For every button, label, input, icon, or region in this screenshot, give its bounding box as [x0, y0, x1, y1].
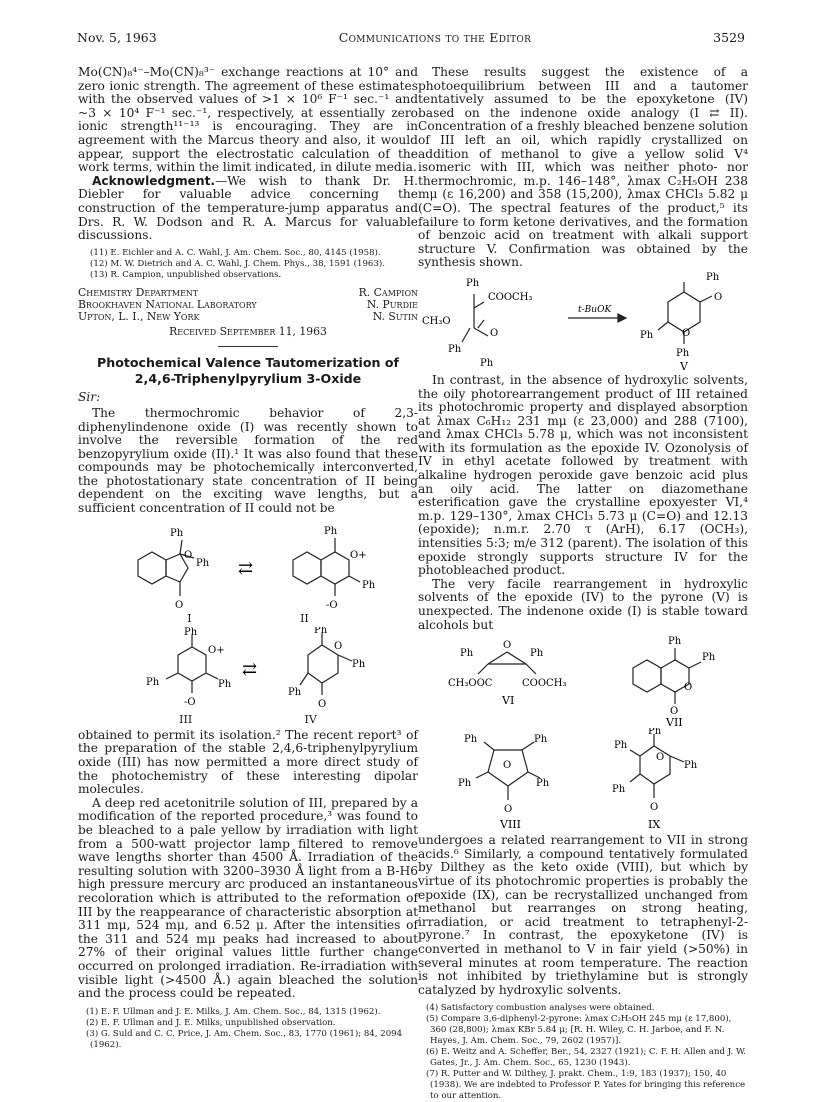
atom-label: O: [682, 327, 691, 339]
substituent-label: Ph: [668, 636, 682, 648]
paragraph-1: The thermochromic behavior of 2,3-diphenylindenone oxide (I) was recently shown to involve the reversible formation of the red benzopyrylium oxide (II).¹ It was also found that these compounds may be photochemically interconverted, the photostationary state concentration of II being dependent on the exciting wave lengths, but a sufficient concentration of II could not be: [78, 405, 418, 516]
synthesis-scheme: [418, 272, 748, 372]
substituent-label: Ph: [464, 734, 478, 746]
references-b: [78, 1007, 418, 1051]
article-title: [78, 355, 418, 387]
substituent-label: Ph: [448, 343, 462, 355]
benzene-ring-ii: [293, 552, 321, 584]
substituent-label: Ph: [314, 627, 328, 637]
paragraph-2: obtained to permit its isolation.² The recent report³ of the preparation of the stable 2,4,6-triphenylpyrylium oxide (III) has now permitted a more direct study of the photochemistry of these interesting dipolar molecules.: [78, 727, 418, 797]
compound-label: VI: [502, 694, 515, 708]
salutation: Sir:: [78, 390, 101, 405]
substituent-label: Ph: [480, 357, 494, 369]
substituent-label: Ph: [466, 277, 480, 289]
compound-label: I: [187, 611, 192, 625]
substituent-label: Ph: [536, 778, 550, 790]
substituent-label: Ph: [460, 648, 474, 660]
ester-label: CH₃OOC: [448, 678, 493, 690]
left-column: [78, 66, 418, 1051]
section-title: Communications to the Editor: [338, 30, 532, 45]
atom-label: -O: [326, 599, 338, 611]
divider: [218, 346, 278, 347]
atom-label: O: [714, 291, 723, 303]
received-date: Received September 11, 1963: [169, 324, 327, 338]
references-right: [418, 1003, 748, 1102]
reference: (6) E. Weitz and A. Scheffer, Ber., 54, 2327 (1921); C. F. H. Allen and J. W. Gates, Jr., J. Am. Chem. Soc., 65, 1230 (1943).: [426, 1047, 747, 1069]
compound-label: V: [680, 359, 688, 372]
paragraph-3: A deep red acetonitrile solution of III, prepared by a modification of the reported procedure,³ was found to be bleached to a pale yellow by irradiation with light from a 500-watt projector lamp filtered to remove wave lengths shorter than 4500 Å. Irradiation of the resulting solution with 3200–3930 Å light from a B-H6 high pressure mercury arc produced an instantaneous recoloration which is attributed to the reformation of III by the reappearance of characteristic absorption at 311 mμ, 524 mμ, and 6.52 μ. After the intensities of the 311 and 524 mμ peaks had increased to about 27% of their original values little further change occurred on prolonged irradiation. Re-irradiation with visible light (>4500 Å.) again bleached the solution and the process could be repeated.: [78, 795, 418, 1001]
substituent-label: Ph: [702, 652, 716, 664]
compound-label: IV: [304, 713, 317, 727]
reference: (4) Satisfactory combustion analyses were obtained.: [426, 1003, 655, 1014]
paragraph-r2: In contrast, in the absence of hydroxylic solvents, the oily photorearrangement product of III retained its photochromic property and displayed absorption at λmax C₆H₁₂ 231 mμ (ε 23,000) and 288 (7100), and λmax CHCl₃ 5.78 μ, which was not inconsistent with its formulation as the epoxide IV. Ozonolysis of IV in ethyl acetate followed by treatment with alkaline hydrogen peroxide gave benzoic acid plus an oily acid. The latter on diazomethane esterification gave the crystalline epoxyester VI,⁴ m.p. 129–130°, λmax CHCl₃ 5.73 μ (C=O) and 12.13 (epoxide); n.m.r. 2.70 τ (ArH), 6.17 (OCH₃), intensities 5:3; m/e 312 (parent). The isolation of this epoxide strongly supports structure IV for the photobleached product.: [418, 372, 748, 578]
atom-label: -O: [184, 697, 196, 709]
substituent-label: Ph: [352, 659, 366, 671]
compound-label: IX: [648, 818, 661, 832]
page-number: 3529: [713, 30, 745, 45]
substituent-label: Ph: [218, 679, 232, 691]
atom-label: O: [504, 804, 513, 816]
compound-label: III: [179, 713, 193, 727]
acknowledgment: [78, 175, 418, 243]
compound-label: VIII: [500, 818, 521, 832]
pyrylium-ring-ii: [321, 552, 349, 584]
reference: (7) R. Putter and W. Dilthey, J. prakt. Chem., 1:9, 183 (1937); 150, 40 (1938). We are indebted to Professor P. Yates for bringing this reference to our attention.: [426, 1069, 746, 1102]
compound-label: II: [300, 611, 309, 625]
references-a: [78, 248, 418, 281]
substituent-label: Ph: [458, 778, 472, 790]
pyrylium-ring-iii: [178, 647, 206, 681]
atom-label: O: [684, 682, 693, 694]
atom-label: O: [503, 760, 512, 772]
substituent-label: Ph: [648, 728, 662, 738]
atom-label: O+: [208, 645, 225, 657]
structures-i-ii: [98, 518, 398, 614]
paragraph-r1: These results suggest the existence of a photoequilibrium between III and a tautomer tentatively assumed to be the epoxyketone (IV) based on the indenone oxide analogy (I ⇄ II). Concentration of a freshly bleached benzene solution of III left an oil, which rapidly crystallized on addition of methanol to give a yellow solid V⁴ isomeric with III, which was neither photo- nor thermochromic, m.p. 146–148°, λmax C₂H₅OH 238 mμ (ε 16,200) and 358 (15,200), λmax CHCl₃ 5.82 μ (C=O). The spectral features of the product,⁵ its failure to form ketone derivatives, and the formation of benzoic acid on treatment with alkali support structure V. Confirmation was obtained by the synthesis shown.: [418, 65, 748, 270]
substituent-label: Ph: [530, 648, 544, 660]
benzene-ring-vii: [633, 660, 661, 692]
author-name: R. Campion: [358, 285, 418, 299]
atom-label: O: [656, 752, 665, 764]
acknowledgment-text: —We wish to thank Dr. H. Diebler for valuable advice concerning the construction of the temperature-jump apparatus and Drs. R. W. Dodson and R. A. Marcus for valuable discussions.: [78, 173, 418, 243]
affiliation: [78, 287, 257, 323]
equilibrium-arrow: ⇄: [242, 659, 258, 681]
benzene-ring-i: [138, 552, 166, 584]
substituent-label: Ph: [362, 579, 376, 591]
ester-label: COOCH₃: [488, 291, 533, 303]
structures-iii-iv: [98, 627, 398, 713]
labels-iii-iv: [123, 713, 373, 727]
title-line-2: 2,4,6-Triphenylpyrylium 3-Oxide: [134, 371, 362, 387]
atom-label: O: [175, 599, 184, 611]
substituent-label: Ph: [170, 527, 184, 539]
substituent-label: Ph: [324, 525, 338, 537]
substituent-label: Ph: [612, 784, 626, 796]
carryover-paragraph: Mo(CN)₈⁴⁻–Mo(CN)₈³⁻ exchange reactions at 10° and zero ionic strength. The agreement of these estimates with the observed values of >1 × 10⁶ F⁻¹ sec.⁻¹ and ~3 × 10⁴ F⁻¹ sec.⁻¹, respectively, at essentially zero ionic strength¹¹⁻¹³ is encouraging. They are in agreement with the Marcus theory and also, it would appear, support the electrostatic calculation of the work terms, within the limit indicated, in dilute media.: [78, 65, 418, 175]
substituent-label: Ph: [184, 627, 198, 639]
right-column: [418, 66, 748, 1102]
labels-i-ii: [133, 612, 363, 626]
substituent-label: Ph: [288, 687, 302, 699]
substituent-label: Ph: [534, 734, 548, 746]
atom-label: O: [318, 699, 327, 711]
substituent-label: Ph: [640, 329, 654, 341]
atom-label: O: [334, 641, 343, 653]
reference: (13) R. Campion, unpublished observations.: [90, 269, 282, 280]
reference: (1) E. F. Ullman and J. E. Milks, J. Am. Chem. Soc., 84, 1315 (1962).: [86, 1006, 381, 1017]
substituent-label: Ph: [196, 557, 210, 569]
equilibrium-arrow: ⇄: [238, 557, 254, 579]
paragraph-r3: The very facile rearrangement in hydroxylic solvents of the epoxide (IV) to the pyrone (V) is unexpected. The indenone oxide (I) is stable toward alcohols but: [418, 576, 748, 632]
structures-viii-ix: [418, 728, 748, 832]
atom-label: O: [490, 327, 499, 339]
issue-date: Nov. 5, 1963: [77, 30, 157, 45]
author-name: N. Purdie: [366, 297, 418, 311]
affiliation-line: Chemistry Department: [78, 285, 199, 299]
ester-label: COOCH₃: [522, 678, 567, 690]
reference: (2) E. F. Ullman and J. E. Milks, unpublished observation.: [86, 1017, 336, 1028]
structures-vi-vii: [418, 634, 748, 726]
reference: (3) G. Suld and C. C. Price, J. Am. Chem. Soc., 83, 1770 (1961); 84, 2094 (1962).: [86, 1028, 403, 1050]
affiliation-block: [78, 287, 418, 323]
atom-label: O: [184, 549, 193, 561]
atom-label: O: [670, 706, 679, 718]
authors: [359, 287, 418, 323]
substituent-label: Ph: [676, 347, 690, 359]
substituent-label: Ph: [706, 271, 720, 283]
title-line-1: Photochemical Valence Tautomerization of: [97, 355, 399, 371]
affiliation-line: Brookhaven National Laboratory: [78, 297, 257, 311]
epoxide-ring-ix: [640, 746, 670, 784]
author-name: N. Sutin: [372, 309, 418, 323]
methoxy-label: CH₃O: [422, 315, 451, 327]
acknowledgment-heading: Acknowledgment.: [92, 173, 216, 188]
atom-label: O+: [350, 549, 367, 561]
paragraph-r4: undergoes a related rearrangement to VII in strong acids.⁶ Similarly, a compound tentatively formulated by Dilthey as the keto oxide (VIII), but which by virtue of its photochromic properties is probably the epoxide (IX), can be recrystallized unchanged from methanol but rearranges on strong heating, irradiation, or acid treatment to tetraphenyl-2-pyrone.⁷ In contrast, the epoxyketone (IV) is converted in methanol to V in fair yield (>50%) in several minutes at room temperature. The reaction is not inhibited by triethylamine but is strongly catalyzed by hydroxylic solvents.: [418, 833, 748, 997]
affiliation-line: Upton, L. I., New York: [78, 309, 200, 323]
compound-label: VII: [666, 716, 683, 727]
substituent-label: Ph: [146, 677, 160, 689]
reference: (12) M. W. Dietrich and A. C. Wahl, J. Chem. Phys., 38, 1591 (1963).: [90, 258, 385, 269]
reference: (11) E. Eichler and A. C. Wahl, J. Am. Chem. Soc., 80, 4145 (1958).: [90, 247, 381, 258]
substituent-label: Ph: [684, 760, 698, 772]
pyrone-ring-v: [668, 292, 700, 332]
substituent-label: Ph: [614, 740, 628, 752]
reagent-label: t-BuOK: [578, 304, 612, 315]
reference: (5) Compare 3,6-diphenyl-2-pyrone: λmax C₂H₅OH 245 mμ (ε 17,800), 360 (28,800); λmax KBr 5.84 μ; [R. H. Wiley, C. H. Jarboe, and F. N. Hayes, J. Am. Chem. Soc., 79, 2602 (1957)].: [426, 1014, 732, 1047]
atom-label: O: [650, 802, 659, 814]
atom-label: O: [503, 640, 512, 652]
running-head: [77, 30, 745, 48]
